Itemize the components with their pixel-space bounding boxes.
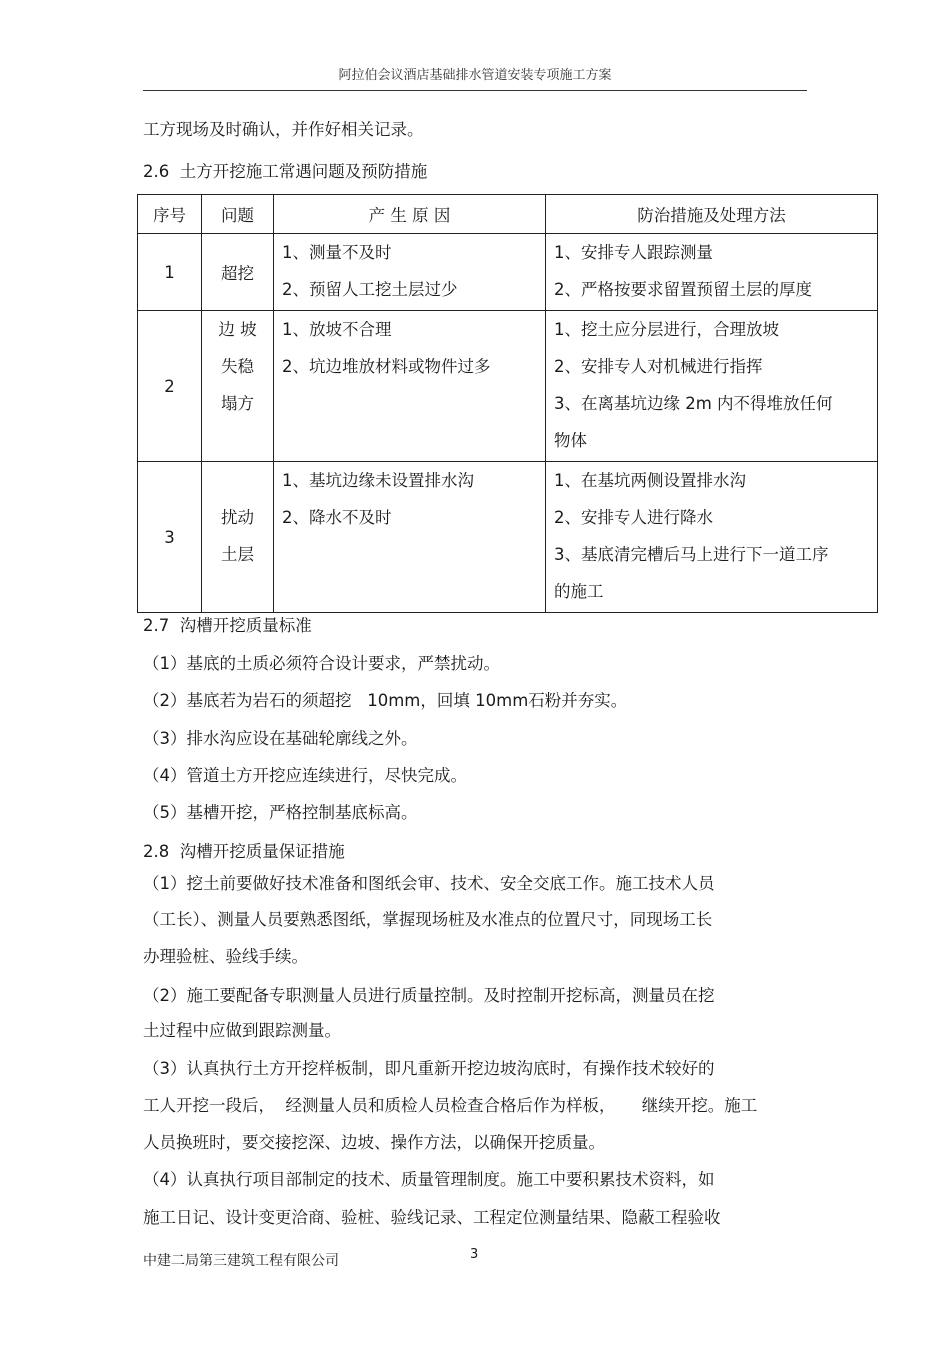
problem-line: 塌方 [221, 394, 254, 413]
standard-item: （3）排水沟应设在基础轮廓线之外。 [143, 729, 418, 748]
problem-line: 扰动 [221, 508, 254, 527]
row-no: 1 [138, 234, 202, 311]
measure-paragraph-line: （2）施工要配备专职测量人员进行质量控制。及时控制开挖标高，测量员在挖 [143, 986, 715, 1005]
intro-line: 工方现场及时确认，并作好相关记录。 [143, 120, 424, 139]
row-problem [202, 311, 274, 462]
row-no: 3 [138, 462, 202, 613]
measure-line: 3、基底清完槽后马上进行下一道工序 [554, 545, 829, 564]
measure-paragraph-line: 办理验桩、验线手续。 [143, 947, 308, 966]
section-2-6-title: 2.6 土方开挖施工常遇问题及预防措施 [143, 162, 428, 181]
section-2-8-title: 2.8 沟槽开挖质量保证措施 [143, 842, 345, 861]
cause-line: 1、基坑边缘未设置排水沟 [282, 471, 474, 490]
header-causes: 产 生 原 因 [274, 195, 546, 234]
measure-line: 物体 [554, 431, 587, 450]
row-measures [546, 311, 878, 462]
page-number: 3 [470, 1247, 479, 1262]
measure-line: 2、安排专人对机械进行指挥 [554, 357, 763, 376]
problem-line [202, 464, 273, 501]
header-divider [143, 90, 807, 91]
problem-line: 边 坡 [218, 320, 257, 339]
standard-item: （4）管道土方开挖应连续进行，尽快完成。 [143, 766, 467, 785]
table-row [138, 234, 878, 311]
problem-line: 土层 [221, 545, 254, 564]
table-row [138, 311, 878, 462]
measure-paragraph-line: 土过程中应做到跟踪测量。 [143, 1021, 341, 1040]
page-header: 阿拉伯会议酒店基础排水管道安装专项施工方案 [338, 68, 612, 83]
problem-line: 失稳 [221, 357, 254, 376]
footer-company: 中建二局第三建筑工程有限公司 [143, 1253, 339, 1269]
measure-paragraph-line: 人员换班时，要交接挖深、边坡、操作方法，以确保开挖质量。 [143, 1133, 605, 1152]
header-measures: 防治措施及处理方法 [546, 195, 878, 234]
cause-line: 1、放坡不合理 [282, 320, 392, 339]
row-problem [202, 234, 274, 311]
row-problem [202, 462, 274, 613]
cause-line: 2、预留人工挖土层过少 [282, 280, 458, 299]
row-no: 2 [138, 311, 202, 462]
measure-paragraph-line: （4）认真执行项目部制定的技术、质量管理制度。施工中要积累技术资料，如 [143, 1170, 715, 1189]
cause-line: 1、测量不及时 [282, 243, 392, 262]
measure-line: 1、挖土应分层进行，合理放坡 [554, 320, 779, 339]
measure-paragraph-line: （1）挖土前要做好技术准备和图纸会审、技术、安全交底工作。施工技术人员 [143, 874, 715, 893]
row-causes [274, 234, 546, 311]
measure-line: 1、在基坑两侧设置排水沟 [554, 471, 746, 490]
table-header-row [138, 195, 878, 234]
row-causes [274, 462, 546, 613]
row-measures [546, 462, 878, 613]
measure-line: 2、安排专人进行降水 [554, 508, 713, 527]
row-causes [274, 311, 546, 462]
standard-item: （5）基槽开挖，严格控制基底标高。 [143, 803, 418, 822]
measure-paragraph-line: 工人开挖一段后， 经测量人员和质检人员检查合格后作为样板， 继续开挖。施工 [143, 1096, 758, 1115]
measure-paragraph-line: （工长）、测量人员要熟悉图纸，掌握现场桩及水准点的位置尺寸，同现场工长 [143, 910, 713, 929]
cause-line: 2、坑边堆放材料或物件过多 [282, 357, 491, 376]
measure-line: 的施工 [554, 582, 604, 601]
section-2-7-title: 2.7 沟槽开挖质量标准 [143, 616, 312, 635]
measure-paragraph-line: 施工日记、设计变更洽商、验桩、验线记录、工程定位测量结果、隐蔽工程验收 [143, 1208, 721, 1227]
cause-line: 2、降水不及时 [282, 508, 392, 527]
table-row [138, 462, 878, 613]
row-measures [546, 234, 878, 311]
header-no: 序号 [138, 195, 202, 234]
measure-paragraph-line: （3）认真执行土方开挖样板制，即凡重新开挖边坡沟底时，有操作技术较好的 [143, 1059, 715, 1078]
measure-line: 2、严格按要求留置预留土层的厚度 [554, 280, 812, 299]
measure-line: 1、安排专人跟踪测量 [554, 243, 713, 262]
standard-item: （1）基底的土质必须符合设计要求，严禁扰动。 [143, 654, 500, 673]
problem-text: 超挖 [221, 264, 254, 283]
measure-line: 3、在离基坑边缘 2m 内不得堆放任何 [554, 394, 833, 413]
problems-table [137, 194, 878, 613]
header-problem: 问题 [202, 195, 274, 234]
standard-item: （2）基底若为岩石的须超挖 10mm，回填 10mm石粉并夯实。 [143, 691, 628, 710]
